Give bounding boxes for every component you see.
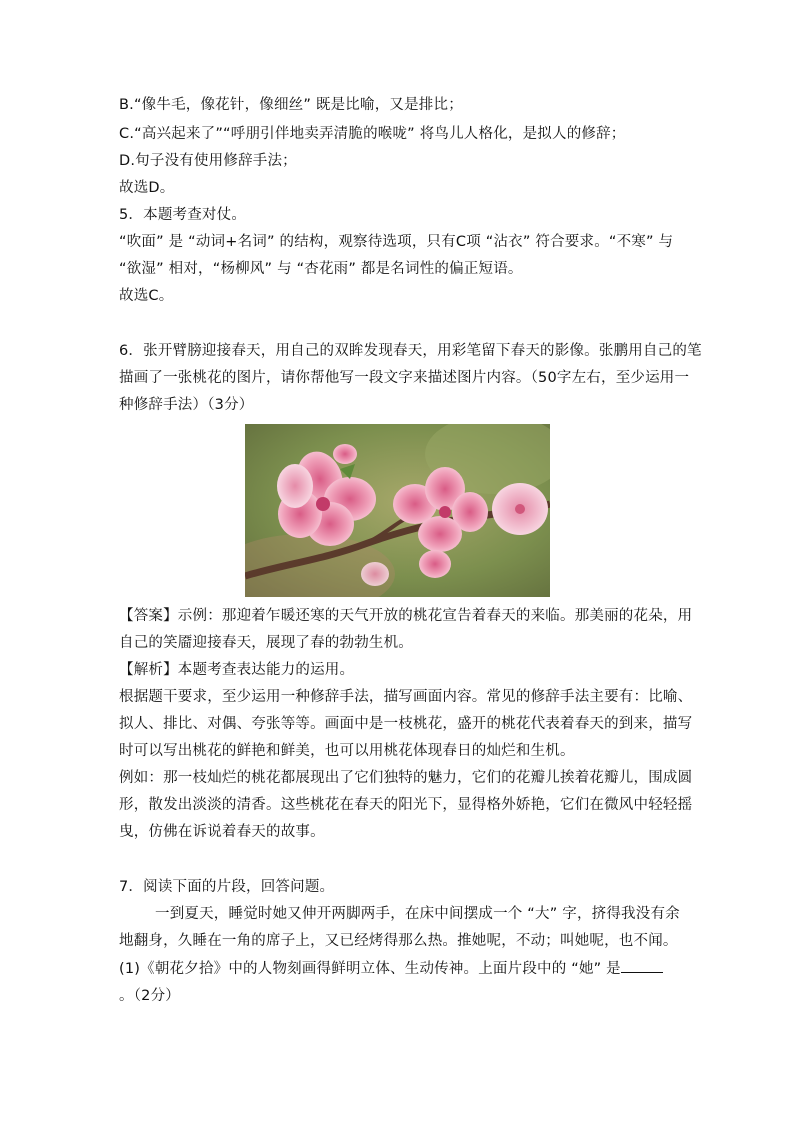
answer-c-line: 故选C。 [119, 288, 174, 304]
q5-analysis-line-2: “欲湿” 相对，“杨柳风” 与 “杏花雨” 都是名词性的偏正短语。 [119, 261, 523, 277]
q6-example-line-1: 例如：那一枝灿烂的桃花都展现出了它们独特的魅力，它们的花瓣儿挨着花瓣儿，围成圆 [119, 770, 693, 786]
q6-answer-line-2: 自己的笑靥迎接春天，展现了春的勃勃生机。 [119, 635, 413, 651]
q6-prompt-line-1: 6．张开臂膀迎接春天，用自己的双眸发现春天，用彩笔留下春天的影像。张鹏用自己的笔 [119, 343, 702, 359]
q7-score-line: 。（2分） [119, 988, 180, 1004]
q7-heading: 7．阅读下面的片段，回答问题。 [119, 879, 335, 895]
q6-example-line-2: 形，散发出淡淡的清香。这些桃花在春天的阳光下，显得格外娇艳，它们在微风中轻轻摇 [119, 797, 693, 813]
q6-analysis-line-2: 拟人、排比、对偶、夸张等等。画面中是一枝桃花，盛开的桃花代表着春天的到来，描写 [119, 716, 693, 732]
q7-passage-line-2: 地翻身，久睡在一角的席子上，又已经烤得那么热。推她呢，不动；叫她呢，也不闻。 [119, 933, 678, 949]
option-d-line: D.句子没有使用修辞手法； [119, 153, 297, 169]
option-b-line: B.“像牛毛，像花针，像细丝” 既是比喻，又是排比； [119, 97, 463, 113]
peach-blossom-photo [245, 424, 550, 597]
q7-passage-line-1: 一到夏天，睡觉时她又伸开两脚两手，在床中间摆成一个 “大” 字，挤得我没有余 [155, 906, 680, 922]
q5-analysis-line-1: “吹面” 是 “动词+名词” 的结构，观察待选项，只有C项 “沾衣” 符合要求。“不寒” 与 [119, 234, 674, 250]
answer-blank[interactable] [621, 958, 663, 973]
answer-d-line: 故选D。 [119, 180, 175, 196]
peach-blossom-image [245, 424, 550, 597]
q5-heading: 5．本题考查对仗。 [119, 207, 247, 223]
q6-answer-line-1: 【答案】示例：那迎着乍暖还寒的天气开放的桃花宣告着春天的来临。那美丽的花朵，用 [119, 608, 693, 624]
q7-subquestion-text: (1)《朝花夕拾》中的人物刻画得鲜明立体、生动传神。上面片段中的 “她” 是 [119, 961, 621, 977]
q6-prompt-line-3: 种修辞手法）（3分） [119, 397, 254, 413]
q6-analysis-heading: 【解析】本题考查表达能力的运用。 [119, 662, 355, 678]
q7-subquestion-1 [119, 958, 663, 979]
q6-analysis-line-1: 根据题干要求，至少运用一种修辞手法，描写画面内容。常见的修辞手法主要有：比喻、 [119, 689, 693, 705]
q6-example-line-3: 曳，仿佛在诉说着春天的故事。 [119, 824, 325, 840]
q6-analysis-line-3: 时可以写出桃花的鲜艳和鲜美，也可以用桃花体现春日的灿烂和生机。 [119, 743, 575, 759]
option-c-line: C.“高兴起来了”“呼朋引伴地卖弄清脆的喉咙” 将鸟儿人格化，是拟人的修辞； [119, 126, 626, 142]
q6-prompt-line-2: 描画了一张桃花的图片，请你帮他写一段文字来描述图片内容。（50字左右，至少运用一 [119, 370, 690, 386]
